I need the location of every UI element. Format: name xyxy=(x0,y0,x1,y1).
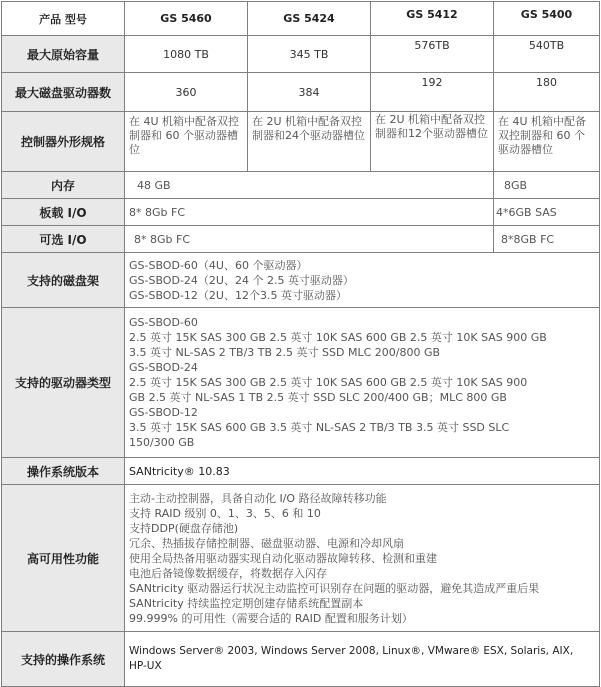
drive-types-line: 2.5 英寸 15K SAS 300 GB 2.5 英寸 10K SAS 600 GB 2.5 英寸 10K SAS 900 GB xyxy=(129,331,547,344)
ha-line: 支持DDP(硬盘存储池) xyxy=(129,521,239,535)
model-gs5424: GS 5424 xyxy=(248,2,371,36)
shelves-line: GS-SBOD-60（4U、60 个驱动器） xyxy=(129,258,308,272)
row-memory xyxy=(2,172,600,199)
shelves-label: 支持的磁盘架 xyxy=(2,253,125,308)
row-drives xyxy=(2,73,600,112)
row-drive-types xyxy=(2,308,600,458)
drives-gs5424: 384 xyxy=(248,73,371,112)
model-gs5400: GS 5400 xyxy=(494,2,600,36)
capacity-label: 最大原始容量 xyxy=(2,36,125,73)
spec-table xyxy=(1,1,600,687)
os-version-label: 操作系统版本 xyxy=(2,458,125,485)
drive-types-line: GS-SBOD-60 xyxy=(129,316,198,329)
capacity-gs5412: 576TB xyxy=(371,36,494,73)
row-capacity xyxy=(2,36,600,73)
form-factor-label: 控制器外形规格 xyxy=(2,112,125,172)
ha-line: 电池后备镜像数据缓存，将数据存入闪存 xyxy=(129,566,327,580)
capacity-gs5400: 540TB xyxy=(494,36,600,73)
os-support-line: HP-UX xyxy=(129,660,162,672)
optional-io-value-b: 8*8GB FC xyxy=(494,226,600,253)
drive-types-line: GS-SBOD-12 xyxy=(129,406,198,419)
shelves-line: GS-SBOD-24（2U、24 个 2.5 英寸驱动器） xyxy=(129,273,354,287)
row-form-factor xyxy=(2,112,600,172)
optional-io-label: 可选 I/O xyxy=(2,226,125,253)
model-gs5460: GS 5460 xyxy=(125,2,248,36)
ha-line: 使用全局热备用驱动器实现自动化驱动器故障转移、检测和重建 xyxy=(129,551,437,565)
memory-value-a: 48 GB xyxy=(125,172,494,199)
drive-types-line: 150/300 GB xyxy=(129,436,195,449)
os-support-label: 支持的操作系统 xyxy=(2,632,125,687)
form-factor-gs5412: 在 2U 机箱中配备双控制器和12个驱动器槽位 xyxy=(371,112,494,172)
ha-line: 支持 RAID 级别 0、1、3、5、6 和 10 xyxy=(129,506,321,520)
form-factor-gs5460: 在 4U 机箱中配备双控制器和 60 个驱动器槽位 xyxy=(125,112,248,172)
capacity-gs5460: 1080 TB xyxy=(125,36,248,73)
ha-line: 主动-主动控制器，具备自动化 I/O 路径故障转移功能 xyxy=(129,491,387,505)
onboard-io-label: 板载 I/O xyxy=(2,199,125,226)
row-os-version xyxy=(2,458,600,485)
ha-label: 高可用性功能 xyxy=(2,485,125,632)
shelves-line: GS-SBOD-12（2U、12个3.5 英寸驱动器） xyxy=(129,288,347,302)
optional-io-value-a: 8* 8Gb FC xyxy=(125,226,494,253)
drives-label: 最大磁盘驱动器数 xyxy=(2,73,125,112)
drive-types-line: 3.5 英寸 15K SAS 600 GB 3.5 英寸 NL-SAS 2 TB/3 TB 3.5 英寸 SSD SLC xyxy=(129,421,510,434)
header-label: 产品 型号 xyxy=(2,2,125,36)
form-factor-gs5400: 在 4U 机箱中配备双控制器和 60 个驱动器槽位 xyxy=(494,112,600,172)
row-os-support xyxy=(2,632,600,687)
ha-line: SANtricity 持续监控定期创建存储系统配置副本 xyxy=(129,596,364,610)
drive-types-value xyxy=(125,308,600,458)
row-shelves xyxy=(2,253,600,308)
model-gs5412: GS 5412 xyxy=(371,2,494,36)
drive-types-line: 3.5 英寸 NL-SAS 2 TB/3 TB 2.5 英寸 SSD MLC 200/800 GB xyxy=(129,346,441,359)
drive-types-label: 支持的驱动器类型 xyxy=(2,308,125,458)
row-ha xyxy=(2,485,600,632)
ha-value xyxy=(125,485,600,632)
memory-value-b: 8GB xyxy=(494,172,600,199)
shelves-value xyxy=(125,253,600,308)
os-version-value: SANtricity® 10.83 xyxy=(125,458,600,485)
header-row xyxy=(2,2,600,36)
drive-types-line: GB 2.5 英寸 NL-SAS 1 TB 2.5 英寸 SSD SLC 200/400 GB；MLC 800 GB xyxy=(129,391,507,404)
os-support-line: Windows Server® 2003, Windows Server 2008, Linux®, VMware® ESX, Solaris, AIX, xyxy=(129,645,574,657)
form-factor-gs5424: 在 2U 机箱中配备双控制器和24个驱动器槽位 xyxy=(248,112,371,172)
onboard-io-value-b: 4*6GB SAS xyxy=(494,199,600,226)
drives-gs5460: 360 xyxy=(125,73,248,112)
drive-types-line: 2.5 英寸 15K SAS 300 GB 2.5 英寸 10K SAS 600 GB 2.5 英寸 10K SAS 900 xyxy=(129,376,528,389)
ha-line: 冗余、热插拔存储控制器、磁盘驱动器、电源和冷却风扇 xyxy=(129,536,404,550)
capacity-gs5424: 345 TB xyxy=(248,36,371,73)
drives-gs5412: 192 xyxy=(371,73,494,112)
row-optional-io xyxy=(2,226,600,253)
memory-label: 内存 xyxy=(2,172,125,199)
os-support-value xyxy=(125,632,600,687)
ha-line: SANtricity 驱动器运行状况主动监控可识别存在问题的驱动器，避免其造成严重后果 xyxy=(129,581,540,595)
onboard-io-value-a: 8* 8Gb FC xyxy=(125,199,494,226)
drive-types-line: GS-SBOD-24 xyxy=(129,361,198,374)
row-onboard-io xyxy=(2,199,600,226)
drives-gs5400: 180 xyxy=(494,73,600,112)
ha-line: 99.999% 的可用性（需要合适的 RAID 配置和服务计划） xyxy=(129,611,413,625)
